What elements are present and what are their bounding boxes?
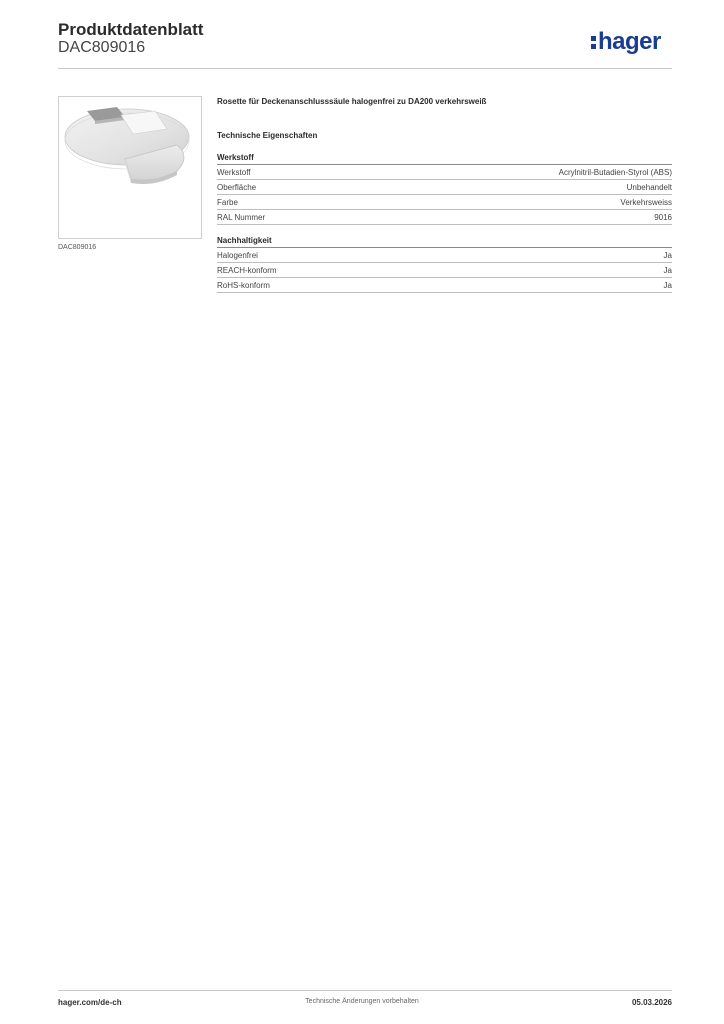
- product-description: Rosette für Deckenanschlusssäule halogenfrei zu DA200 verkehrsweiß: [217, 97, 487, 106]
- product-details: [217, 96, 672, 293]
- table-row: [217, 278, 672, 293]
- page-title: Produktdatenblatt: [58, 20, 204, 39]
- row-label: REACH-konform: [217, 266, 277, 275]
- section-title: Technische Eigenschaften: [217, 131, 318, 140]
- footer-website: hager.com/de-ch: [58, 998, 122, 1007]
- row-label: Halogenfrei: [217, 251, 258, 260]
- logo-text: hager: [598, 28, 661, 55]
- row-label: Werkstoff: [217, 168, 251, 177]
- table-row: [217, 195, 672, 210]
- row-value: Acrylnitril-Butadien-Styrol (ABS): [558, 168, 672, 177]
- row-value: Ja: [663, 266, 672, 275]
- row-label: Farbe: [217, 198, 238, 207]
- row-value: 9016: [654, 213, 672, 222]
- row-value: Unbehandelt: [626, 183, 672, 192]
- group-title-werkstoff: Werkstoff: [217, 152, 672, 165]
- row-value: Verkehrsweiss: [620, 198, 672, 207]
- row-label: Oberfläche: [217, 183, 257, 192]
- table-row: [217, 248, 672, 263]
- group-title-nachhaltigkeit: Nachhaltigkeit: [217, 235, 672, 248]
- row-value: Ja: [663, 281, 672, 290]
- row-value: Ja: [663, 251, 672, 260]
- hager-logo: [590, 24, 676, 58]
- row-label: RoHS-konform: [217, 281, 270, 290]
- table-row: [217, 180, 672, 195]
- rosette-illustration: [59, 97, 201, 238]
- footer-divider: [58, 990, 672, 991]
- image-caption: DAC809016: [58, 244, 97, 251]
- product-image: [58, 96, 202, 239]
- article-number: DAC809016: [58, 39, 146, 56]
- footer-notice: Technische Änderungen vorbehalten: [305, 998, 419, 1005]
- row-label: RAL Nummer: [217, 213, 266, 222]
- table-row: [217, 165, 672, 180]
- table-row: [217, 210, 672, 225]
- header-divider: [58, 68, 672, 69]
- table-row: [217, 263, 672, 278]
- footer-date: 05.03.2026: [631, 998, 672, 1007]
